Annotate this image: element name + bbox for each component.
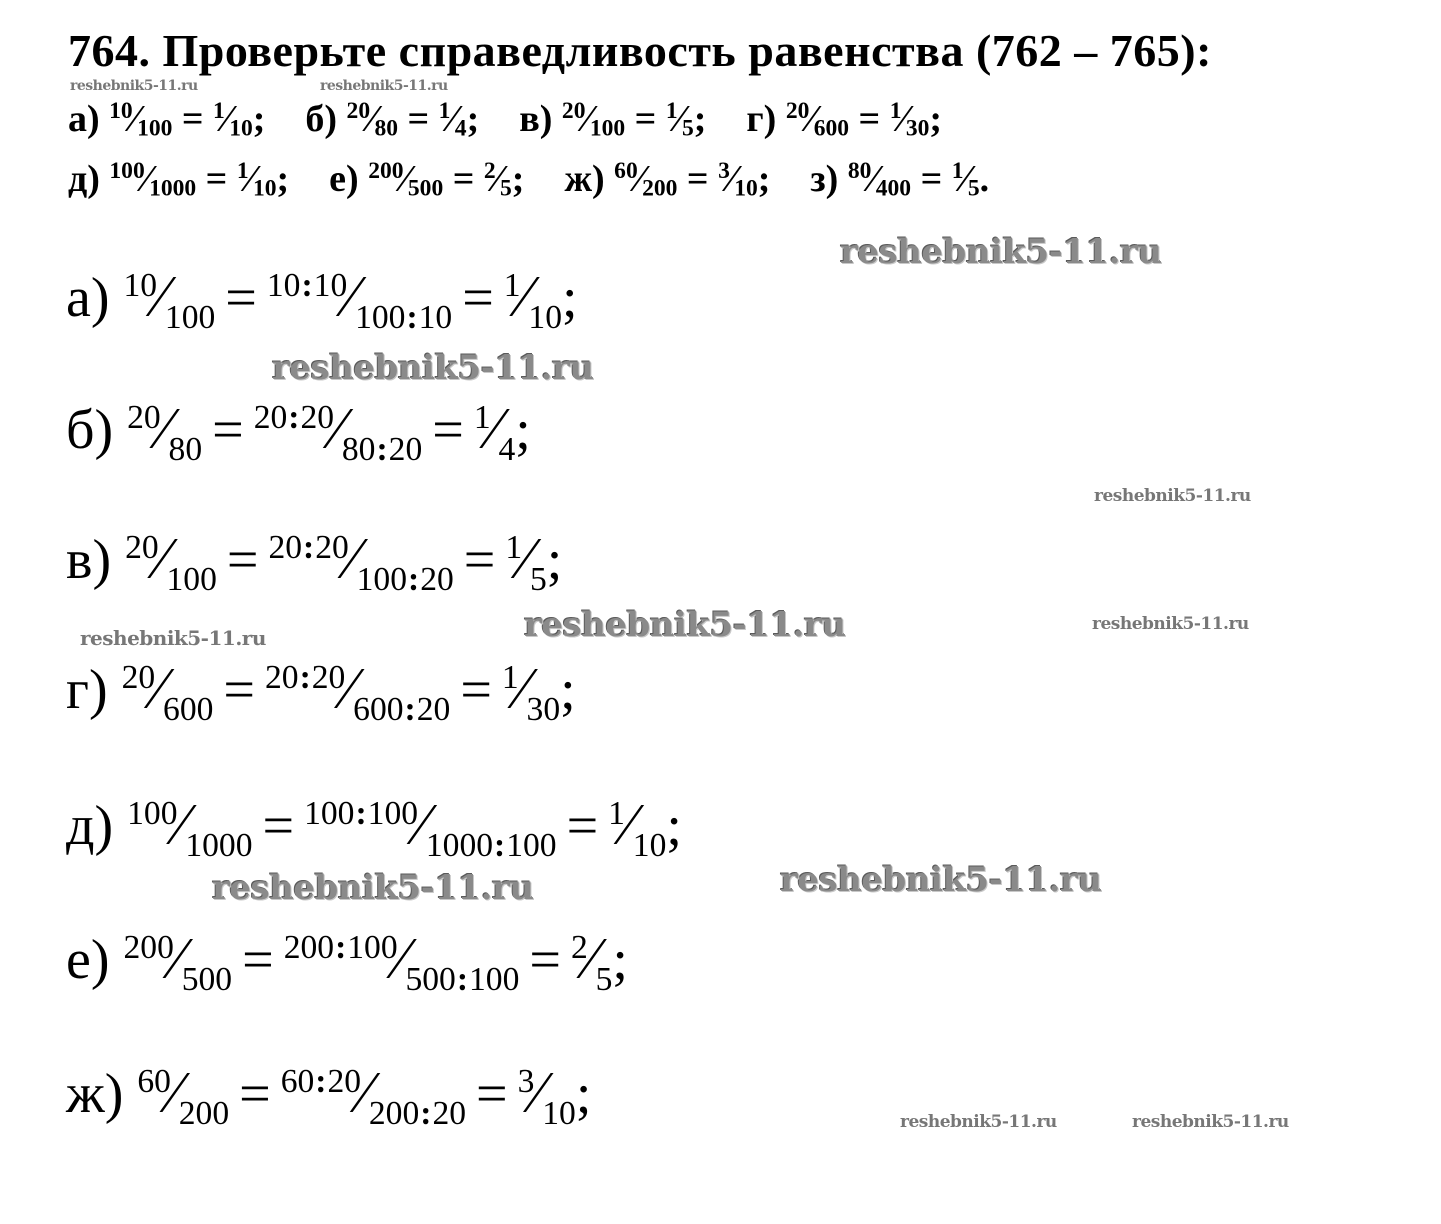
equals-sign: = [677,158,719,200]
fraction: $^{20}$⁄100 [561,98,626,142]
item-label: б) [305,98,347,140]
watermark: reshebnik5-11.ru [272,348,594,388]
item-label: в) [66,529,112,591]
fraction: $^1$⁄10 [213,98,253,142]
fraction: $^1⁄_{10}$ [608,792,667,864]
fraction: $^{200}⁄_{500}$ [123,926,233,998]
reduction-fraction: $^{20:20}⁄_{600:20}$ [265,656,451,728]
reduction-fraction: $^{100:100}⁄_{1000:100}$ [304,792,557,864]
equals-sign: = [226,529,259,591]
watermark: reshebnik5-11.ru [1132,1112,1289,1132]
punctuation: ; [560,659,576,721]
task-item [564,158,770,200]
fraction: $^{20}⁄_{100}$ [125,526,217,598]
watermark: reshebnik5-11.ru [1094,486,1251,506]
fraction: $^1⁄_4$ [473,396,516,468]
fraction: $^{10}$⁄100 [109,98,173,142]
fraction: $^1$⁄5 [665,98,694,142]
punctuation: ; [276,158,290,200]
task-item [519,98,706,140]
item-label: ж) [66,1063,124,1125]
task-item [305,98,479,140]
equals-sign: = [462,267,494,329]
equals-sign: = [625,98,666,140]
punctuation: ; [515,399,531,461]
item-label: д) [66,795,114,857]
task-item [68,98,265,140]
fraction: $^{100}⁄_{1000}$ [127,792,253,864]
watermark: reshebnik5-11.ru [524,605,846,645]
item-label: з) [810,158,848,200]
watermark: reshebnik5-11.ru [780,860,1102,900]
solution-line [66,1060,592,1132]
equals-sign: = [223,659,255,721]
fraction: $^{60}⁄_{200}$ [137,1060,230,1132]
fraction: $^1⁄_5$ [505,526,547,598]
equals-sign: = [529,929,561,991]
equals-sign: = [172,98,214,140]
equals-sign: = [443,158,484,200]
equals-sign: = [849,98,890,140]
watermark: reshebnik5-11.ru [1092,614,1249,634]
fraction: $^1⁄_{30}$ [501,656,561,728]
item-label: е) [329,158,369,200]
task-item [68,158,289,200]
equals-sign: = [432,399,464,461]
punctuation: ; [612,929,628,991]
item-label: в) [519,98,562,140]
item-label: ж) [564,158,615,200]
solution-line [66,396,531,468]
equals-sign: = [196,158,237,200]
fraction: $^{80}$⁄400 [847,158,912,202]
punctuation: ; [252,98,266,140]
fraction: $^{20}⁄_{600}$ [121,656,214,728]
fraction: $^{60}$⁄200 [614,158,678,202]
equals-sign: = [239,1063,271,1125]
watermark: reshebnik5-11.ru [840,232,1162,272]
fraction: $^3$⁄10 [718,158,758,202]
item-label: а) [68,98,110,140]
item-label: д) [68,158,110,200]
punctuation: ; [511,158,525,200]
fraction: $^1$⁄5 [951,158,980,202]
fraction: $^{20}⁄_{80}$ [127,396,203,468]
watermark: reshebnik5-11.ru [70,78,198,94]
watermark: reshebnik5-11.ru [212,868,534,908]
fraction: $^{20}$⁄80 [346,98,398,142]
item-label: г) [746,98,786,140]
punctuation: ; [757,158,771,200]
fraction: $^{10}⁄_{100}$ [123,264,216,336]
punctuation: . [979,158,990,200]
reduction-fraction: $^{10:10}⁄_{100:10}$ [266,264,453,336]
item-label: г) [66,659,108,721]
fraction: $^1$⁄10 [236,158,277,202]
reduction-fraction: $^{60:20}⁄_{200:20}$ [280,1060,467,1132]
task-item [746,98,942,140]
punctuation: ; [466,98,480,140]
equals-sign: = [398,98,439,140]
equals-sign: = [262,795,295,857]
fraction: $^2$⁄5 [483,158,512,202]
punctuation: ; [929,98,943,140]
punctuation: ; [546,529,563,591]
solution-line [66,264,578,336]
punctuation: ; [575,1063,592,1125]
fraction: $^{200}$⁄500 [368,158,444,202]
reduction-fraction: $^{20:20}⁄_{80:20}$ [253,396,423,468]
task-item [810,158,989,200]
equals-sign: = [911,158,952,200]
punctuation: ; [562,267,578,329]
task-item [329,158,524,200]
fraction: $^{100}$⁄1000 [109,158,197,202]
item-label: е) [66,929,110,991]
solution-line [66,792,682,864]
equals-sign: = [463,529,496,591]
equals-sign: = [225,267,257,329]
equals-sign: = [476,1063,508,1125]
solution-line [66,926,628,998]
page-title: 764. Проверьте справедливость равенства (762 – 765): [68,25,1212,76]
equals-sign: = [460,659,492,721]
fraction: $^1$⁄30 [889,98,930,142]
punctuation: ; [693,98,707,140]
task-line-2 [68,160,999,201]
fraction: $^3⁄_{10}$ [517,1060,576,1132]
task-line-1 [68,100,952,141]
equals-sign: = [566,795,599,857]
fraction: $^{20}$⁄600 [785,98,850,142]
watermark: reshebnik5-11.ru [80,626,266,650]
solution-line [66,526,563,598]
watermark: reshebnik5-11.ru [900,1112,1057,1132]
watermark: reshebnik5-11.ru [320,78,448,94]
reduction-fraction: $^{20:20}⁄_{100:20}$ [268,526,454,598]
reduction-fraction: $^{200:100}⁄_{500:100}$ [283,926,520,998]
fraction: $^1$⁄4 [438,98,467,142]
item-label: а) [66,267,110,329]
solution-line [66,656,576,728]
equals-sign: = [212,399,244,461]
fraction: $^1⁄_{10}$ [503,264,562,336]
fraction: $^2⁄_5$ [570,926,613,998]
item-label: б) [66,399,114,461]
punctuation: ; [666,795,682,857]
equals-sign: = [242,929,274,991]
